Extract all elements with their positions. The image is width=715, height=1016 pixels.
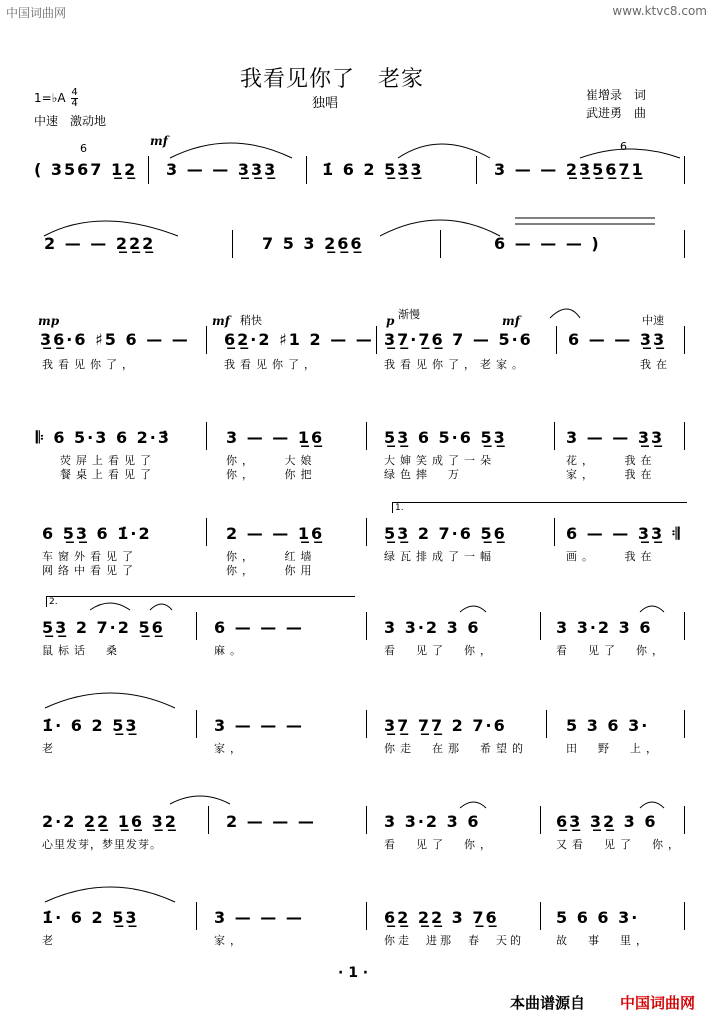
tempo-marking: 中速 激动地	[34, 114, 107, 128]
measure: 3 3·2 3 6	[556, 618, 653, 637]
page-number: · 1 ·	[338, 965, 369, 981]
lyric-line: 画。 我在	[566, 550, 657, 563]
key-label: 1=♭A	[34, 91, 66, 105]
lyric-line: 田 野 上，	[566, 742, 662, 755]
source-site-link[interactable]: 中国词曲网	[620, 994, 696, 1012]
barline	[554, 422, 555, 450]
lyric-line: 心里发芽，梦里发芽。	[42, 838, 162, 851]
lyric-line: 你走 在那 希望的	[384, 742, 528, 755]
lyric-line: 鼠标话 桑	[42, 644, 122, 657]
measure: 5 3 6 3·	[566, 716, 650, 735]
measure: 2 — — 2̲2̲2̲	[44, 234, 156, 253]
measure: 6 5̲3̲ 6 1̇·2	[42, 524, 152, 543]
barline	[684, 806, 685, 834]
measure: 3 — — 3̲3̲3̲	[166, 160, 278, 179]
barline	[540, 612, 541, 640]
lyric-line: 家，	[214, 742, 246, 755]
lyric-line: 我看见你了，	[224, 358, 320, 371]
watermark-right: www.ktvc8.com	[612, 4, 707, 18]
time-sig-bottom: 4	[71, 98, 78, 109]
barline	[148, 156, 149, 184]
lyric-line: 看 见了 你，	[556, 644, 668, 657]
lyric-line-2: 你， 你用	[226, 564, 317, 577]
lyric-line: 麻。	[214, 644, 246, 657]
lyric-line: 花， 我在	[566, 454, 657, 467]
barline	[366, 806, 367, 834]
dynamic-mark: mf	[502, 314, 520, 328]
lyric-line: 我在	[640, 358, 672, 371]
barline	[554, 518, 555, 546]
lyric-line: 绿瓦排成了一幅	[384, 550, 496, 563]
tuplet-mark: 6	[620, 140, 627, 153]
dynamic-mark: mf	[212, 314, 230, 328]
lyric-line: 老	[42, 742, 58, 755]
lyric-line-2: 网络中看见了	[42, 564, 138, 577]
lyric-line: 看 见了 你，	[384, 838, 496, 851]
dynamic-mark: mp	[38, 314, 60, 328]
volta-bracket-2: 2.	[46, 596, 355, 607]
measure: 2 — — 1̲6̲	[226, 524, 325, 543]
lyric-line: 看 见了 你，	[384, 644, 496, 657]
barline	[556, 326, 557, 354]
barline	[366, 710, 367, 738]
barline	[540, 806, 541, 834]
measure: 6 — — 3̲3̲	[568, 330, 667, 349]
lyric-line-2: 家， 我在	[566, 468, 657, 481]
barline	[306, 156, 307, 184]
barline	[440, 230, 441, 258]
barline	[546, 710, 547, 738]
measure: 3̲6̲·6 ♯5 6 — —	[40, 330, 190, 349]
barline	[684, 710, 685, 738]
measure: 3 — — 2̲3̲5̲6̲7̲1̲	[494, 160, 645, 179]
barline	[196, 710, 197, 738]
lyricist: 崔增录 词	[586, 88, 647, 102]
tempo-change: 中速	[642, 314, 664, 327]
lyric-line: 我看见你了，老家。	[384, 358, 528, 371]
measure: 6̲3̲ 3̲2̲ 3 6	[556, 812, 658, 831]
barline	[684, 422, 685, 450]
lyric-line: 老	[42, 934, 58, 947]
song-title: 我看见你了 老家	[240, 67, 425, 92]
lyric-line: 你走 进那 春 天的	[384, 934, 524, 947]
measure: 3 3·2 3 6	[384, 618, 481, 637]
volta-bracket-1: 1.	[392, 502, 687, 513]
measure: 1̇· 6 2 5̲3̲	[42, 716, 139, 735]
lyric-line: 荧屏上看见了	[60, 454, 156, 467]
barline	[684, 156, 685, 184]
measure: 5̲3̲ 2 7·6 5̲6̲	[384, 524, 507, 543]
measure: 3 3·2 3 6	[384, 812, 481, 831]
measure: 2 — — —	[226, 812, 316, 831]
barline	[376, 326, 377, 354]
measure: 7 5 3 2̲6̲6̲	[262, 234, 364, 253]
measure: 3 — — —	[214, 716, 304, 735]
lyric-line-2: 餐桌上看见了	[60, 468, 156, 481]
measure: 6 — — —	[214, 618, 304, 637]
barline	[684, 326, 685, 354]
barline	[366, 518, 367, 546]
barline	[476, 156, 477, 184]
measure: 3 — — 3̲3̲	[566, 428, 665, 447]
measure: 6̲2̲ 2̲2̲ 3 7̲6̲	[384, 908, 499, 927]
barline	[232, 230, 233, 258]
measure: ( 3567 1̲2̲	[34, 160, 138, 179]
lyric-line: 故 事 里，	[556, 934, 652, 947]
barline	[196, 902, 197, 930]
dynamic-mark: p	[386, 314, 395, 328]
barline	[206, 422, 207, 450]
barline	[206, 326, 207, 354]
measure: 5̲3̲ 6 5·6 5̲3̲	[384, 428, 507, 447]
watermark-left: 中国词曲网	[6, 6, 67, 20]
barline	[684, 612, 685, 640]
barline	[684, 230, 685, 258]
tempo-change: 渐慢	[398, 308, 420, 321]
measure: 5 6 6 3·	[556, 908, 640, 927]
composer: 武进勇 曲	[586, 106, 647, 120]
lyric-line: 你， 大娘	[226, 454, 317, 467]
measure: 6 — — 3̲3̲ 𝄇	[566, 524, 682, 543]
lyric-line: 家，	[214, 934, 246, 947]
lyric-line: 我看见你了，	[42, 358, 138, 371]
barline	[208, 806, 209, 834]
lyric-line: 大婶笑成了一朵	[384, 454, 496, 467]
measure: 3̲7̲ 7̲7̲ 2 7·6	[384, 716, 507, 735]
lyric-line: 车窗外看见了	[42, 550, 138, 563]
tempo-change: 稍快	[240, 314, 262, 327]
source-label: 本曲谱源自	[510, 994, 586, 1012]
barline	[684, 902, 685, 930]
measure: 6̲2̲·2 ♯1 2 — —	[224, 330, 374, 349]
barline	[206, 518, 207, 546]
barline	[366, 422, 367, 450]
measure: 3 — — 1̲6̲	[226, 428, 325, 447]
measure: 2·2 2̲2̲ 1̲6̲ 3̲2̲	[42, 812, 178, 831]
measure: 6 — — — )	[494, 234, 601, 253]
barline	[366, 902, 367, 930]
barline	[540, 902, 541, 930]
measure: 3̲7̲·7̲6̲ 7 — 5·6	[384, 330, 533, 349]
tuplet-mark: 6	[80, 142, 87, 155]
lyric-line: 又看 见了 你，	[556, 838, 684, 851]
measure: 3 — — —	[214, 908, 304, 927]
measure: 5̲3̲ 2 7·2 5̲6̲	[42, 618, 165, 637]
dynamic-mark: mf	[150, 134, 168, 148]
measure: 1̇· 6 2 5̲3̲	[42, 908, 139, 927]
barline	[196, 612, 197, 640]
time-sig-top: 4	[71, 87, 78, 98]
song-subtitle: 独唱	[312, 96, 339, 111]
measure: 𝄆 6 5·3 6 2·3̇	[36, 428, 172, 447]
lyric-line: 你， 红墙	[226, 550, 317, 563]
lyric-line-2: 你， 你把	[226, 468, 317, 481]
lyric-line-2: 绿色摔 万	[384, 468, 464, 481]
barline	[366, 612, 367, 640]
measure: 1̇ 6 2 5̲3̲3̲	[322, 160, 424, 179]
